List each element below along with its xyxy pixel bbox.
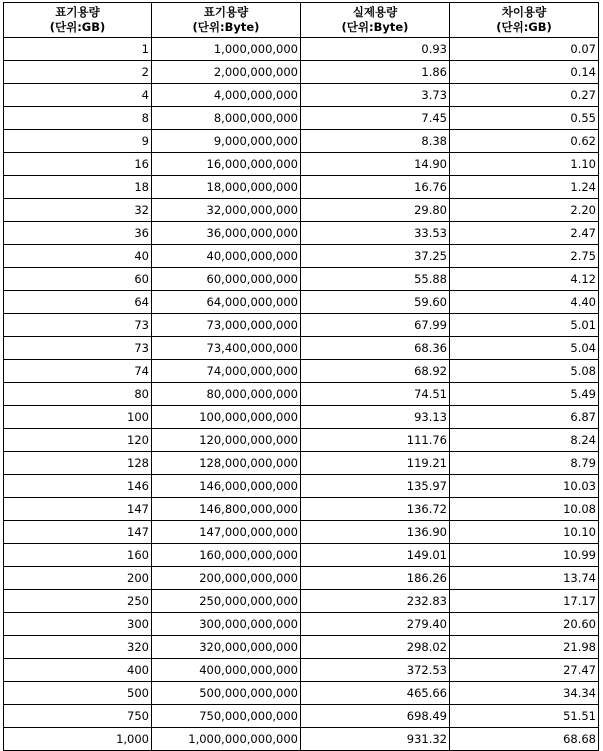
cell-difference-gb: 4.40 xyxy=(450,291,599,314)
table-row xyxy=(4,475,599,498)
cell-actual-byte: 136.90 xyxy=(301,521,450,544)
cell-actual-byte: 372.53 xyxy=(301,659,450,682)
table-row xyxy=(4,521,599,544)
header-line1: 표기용량 xyxy=(55,5,100,19)
cell-labeled-byte: 128,000,000,000 xyxy=(152,452,301,475)
cell-difference-gb: 20.60 xyxy=(450,613,599,636)
cell-labeled-gb: 1 xyxy=(4,38,152,61)
cell-labeled-gb: 300 xyxy=(4,613,152,636)
table-row xyxy=(4,728,599,751)
cell-difference-gb: 4.12 xyxy=(450,268,599,291)
table-row xyxy=(4,222,599,245)
cell-actual-byte: 37.25 xyxy=(301,245,450,268)
cell-difference-gb: 8.24 xyxy=(450,429,599,452)
cell-labeled-byte: 120,000,000,000 xyxy=(152,429,301,452)
cell-labeled-gb: 147 xyxy=(4,521,152,544)
cell-labeled-gb: 160 xyxy=(4,544,152,567)
cell-labeled-byte: 147,000,000,000 xyxy=(152,521,301,544)
cell-labeled-gb: 36 xyxy=(4,222,152,245)
cell-actual-byte: 68.36 xyxy=(301,337,450,360)
table-row xyxy=(4,429,599,452)
header-line1: 표기용량 xyxy=(203,5,249,19)
cell-labeled-gb: 60 xyxy=(4,268,152,291)
cell-actual-byte: 16.76 xyxy=(301,176,450,199)
cell-labeled-gb: 74 xyxy=(4,360,152,383)
cell-actual-byte: 67.99 xyxy=(301,314,450,337)
cell-labeled-gb: 73 xyxy=(4,314,152,337)
cell-labeled-byte: 500,000,000,000 xyxy=(152,682,301,705)
cell-actual-byte: 298.02 xyxy=(301,636,450,659)
cell-difference-gb: 34.34 xyxy=(450,682,599,705)
cell-labeled-byte: 100,000,000,000 xyxy=(152,406,301,429)
cell-labeled-gb: 147 xyxy=(4,498,152,521)
table-row xyxy=(4,544,599,567)
cell-difference-gb: 10.99 xyxy=(450,544,599,567)
cell-difference-gb: 2.20 xyxy=(450,199,599,222)
cell-labeled-gb: 80 xyxy=(4,383,152,406)
table-row xyxy=(4,245,599,268)
cell-difference-gb: 10.03 xyxy=(450,475,599,498)
cell-difference-gb: 13.74 xyxy=(450,567,599,590)
cell-labeled-byte: 60,000,000,000 xyxy=(152,268,301,291)
cell-difference-gb: 51.51 xyxy=(450,705,599,728)
table-row xyxy=(4,682,599,705)
cell-labeled-byte: 16,000,000,000 xyxy=(152,153,301,176)
cell-labeled-byte: 1,000,000,000,000 xyxy=(152,728,301,751)
cell-actual-byte: 279.40 xyxy=(301,613,450,636)
cell-labeled-byte: 320,000,000,000 xyxy=(152,636,301,659)
cell-labeled-gb: 73 xyxy=(4,337,152,360)
cell-labeled-gb: 18 xyxy=(4,176,152,199)
table-row xyxy=(4,153,599,176)
cell-labeled-gb: 8 xyxy=(4,107,152,130)
header-row xyxy=(4,3,599,38)
cell-labeled-gb: 400 xyxy=(4,659,152,682)
cell-actual-byte: 93.13 xyxy=(301,406,450,429)
table-row xyxy=(4,107,599,130)
cell-actual-byte: 119.21 xyxy=(301,452,450,475)
cell-labeled-gb: 250 xyxy=(4,590,152,613)
cell-actual-byte: 59.60 xyxy=(301,291,450,314)
cell-actual-byte: 149.01 xyxy=(301,544,450,567)
header-labeled-byte xyxy=(152,3,301,38)
cell-difference-gb: 6.87 xyxy=(450,406,599,429)
cell-labeled-byte: 1,000,000,000 xyxy=(152,38,301,61)
header-line2: (단위:GB) xyxy=(496,20,552,34)
cell-labeled-byte: 73,400,000,000 xyxy=(152,337,301,360)
table-row xyxy=(4,613,599,636)
cell-actual-byte: 931.32 xyxy=(301,728,450,751)
cell-difference-gb: 1.24 xyxy=(450,176,599,199)
cell-difference-gb: 8.79 xyxy=(450,452,599,475)
cell-actual-byte: 136.72 xyxy=(301,498,450,521)
cell-difference-gb: 0.14 xyxy=(450,61,599,84)
cell-difference-gb: 10.08 xyxy=(450,498,599,521)
table-row xyxy=(4,383,599,406)
cell-actual-byte: 3.73 xyxy=(301,84,450,107)
table-row xyxy=(4,61,599,84)
table-row xyxy=(4,38,599,61)
cell-actual-byte: 111.76 xyxy=(301,429,450,452)
cell-labeled-byte: 32,000,000,000 xyxy=(152,199,301,222)
table-row xyxy=(4,636,599,659)
cell-labeled-byte: 300,000,000,000 xyxy=(152,613,301,636)
table-row xyxy=(4,337,599,360)
cell-actual-byte: 465.66 xyxy=(301,682,450,705)
cell-labeled-gb: 9 xyxy=(4,130,152,153)
cell-difference-gb: 2.47 xyxy=(450,222,599,245)
table-row xyxy=(4,590,599,613)
cell-labeled-gb: 320 xyxy=(4,636,152,659)
cell-actual-byte: 698.49 xyxy=(301,705,450,728)
cell-labeled-byte: 9,000,000,000 xyxy=(152,130,301,153)
cell-difference-gb: 0.62 xyxy=(450,130,599,153)
cell-labeled-byte: 36,000,000,000 xyxy=(152,222,301,245)
table-row xyxy=(4,84,599,107)
cell-labeled-gb: 100 xyxy=(4,406,152,429)
capacity-table xyxy=(3,2,599,751)
cell-labeled-gb: 146 xyxy=(4,475,152,498)
cell-labeled-byte: 750,000,000,000 xyxy=(152,705,301,728)
table-body xyxy=(4,38,599,751)
cell-difference-gb: 17.17 xyxy=(450,590,599,613)
cell-difference-gb: 68.68 xyxy=(450,728,599,751)
table-row xyxy=(4,268,599,291)
cell-labeled-byte: 146,000,000,000 xyxy=(152,475,301,498)
cell-actual-byte: 0.93 xyxy=(301,38,450,61)
cell-labeled-gb: 40 xyxy=(4,245,152,268)
cell-actual-byte: 7.45 xyxy=(301,107,450,130)
table-row xyxy=(4,567,599,590)
cell-actual-byte: 232.83 xyxy=(301,590,450,613)
cell-difference-gb: 27.47 xyxy=(450,659,599,682)
table-row xyxy=(4,406,599,429)
cell-labeled-byte: 200,000,000,000 xyxy=(152,567,301,590)
header-actual-byte xyxy=(301,3,450,38)
cell-labeled-byte: 18,000,000,000 xyxy=(152,176,301,199)
cell-difference-gb: 5.49 xyxy=(450,383,599,406)
cell-actual-byte: 135.97 xyxy=(301,475,450,498)
cell-labeled-gb: 16 xyxy=(4,153,152,176)
cell-actual-byte: 29.80 xyxy=(301,199,450,222)
cell-labeled-gb: 200 xyxy=(4,567,152,590)
cell-labeled-gb: 750 xyxy=(4,705,152,728)
table-row xyxy=(4,705,599,728)
cell-difference-gb: 5.08 xyxy=(450,360,599,383)
cell-labeled-gb: 32 xyxy=(4,199,152,222)
cell-difference-gb: 0.07 xyxy=(450,38,599,61)
cell-labeled-byte: 40,000,000,000 xyxy=(152,245,301,268)
cell-actual-byte: 68.92 xyxy=(301,360,450,383)
header-line1: 차이용량 xyxy=(501,5,547,19)
cell-labeled-byte: 400,000,000,000 xyxy=(152,659,301,682)
cell-difference-gb: 21.98 xyxy=(450,636,599,659)
cell-labeled-byte: 2,000,000,000 xyxy=(152,61,301,84)
cell-labeled-byte: 4,000,000,000 xyxy=(152,84,301,107)
cell-actual-byte: 8.38 xyxy=(301,130,450,153)
header-line1: 실제용량 xyxy=(352,5,398,19)
cell-labeled-gb: 64 xyxy=(4,291,152,314)
cell-difference-gb: 1.10 xyxy=(450,153,599,176)
table-row xyxy=(4,199,599,222)
table-row xyxy=(4,498,599,521)
cell-difference-gb: 5.01 xyxy=(450,314,599,337)
header-line2: (단위:GB) xyxy=(49,20,106,34)
cell-difference-gb: 0.55 xyxy=(450,107,599,130)
cell-labeled-gb: 128 xyxy=(4,452,152,475)
cell-labeled-byte: 146,800,000,000 xyxy=(152,498,301,521)
cell-difference-gb: 10.10 xyxy=(450,521,599,544)
table-row xyxy=(4,360,599,383)
cell-actual-byte: 186.26 xyxy=(301,567,450,590)
cell-labeled-byte: 160,000,000,000 xyxy=(152,544,301,567)
header-labeled-gb xyxy=(4,3,152,38)
cell-actual-byte: 55.88 xyxy=(301,268,450,291)
table-row xyxy=(4,291,599,314)
table-row xyxy=(4,176,599,199)
table-row xyxy=(4,452,599,475)
cell-labeled-byte: 73,000,000,000 xyxy=(152,314,301,337)
cell-difference-gb: 0.27 xyxy=(450,84,599,107)
table-header xyxy=(4,3,599,38)
header-line2: (단위:Byte) xyxy=(192,20,260,34)
cell-difference-gb: 2.75 xyxy=(450,245,599,268)
cell-actual-byte: 1.86 xyxy=(301,61,450,84)
cell-labeled-gb: 500 xyxy=(4,682,152,705)
cell-actual-byte: 74.51 xyxy=(301,383,450,406)
table-row xyxy=(4,130,599,153)
cell-difference-gb: 5.04 xyxy=(450,337,599,360)
cell-labeled-gb: 1,000 xyxy=(4,728,152,751)
cell-labeled-byte: 74,000,000,000 xyxy=(152,360,301,383)
cell-labeled-byte: 8,000,000,000 xyxy=(152,107,301,130)
cell-labeled-gb: 4 xyxy=(4,84,152,107)
cell-actual-byte: 14.90 xyxy=(301,153,450,176)
table-row xyxy=(4,659,599,682)
cell-labeled-byte: 250,000,000,000 xyxy=(152,590,301,613)
header-difference-gb xyxy=(450,3,599,38)
header-line2: (단위:Byte) xyxy=(341,20,409,34)
table-row xyxy=(4,314,599,337)
cell-labeled-byte: 80,000,000,000 xyxy=(152,383,301,406)
cell-labeled-gb: 2 xyxy=(4,61,152,84)
cell-labeled-byte: 64,000,000,000 xyxy=(152,291,301,314)
cell-labeled-gb: 120 xyxy=(4,429,152,452)
cell-actual-byte: 33.53 xyxy=(301,222,450,245)
